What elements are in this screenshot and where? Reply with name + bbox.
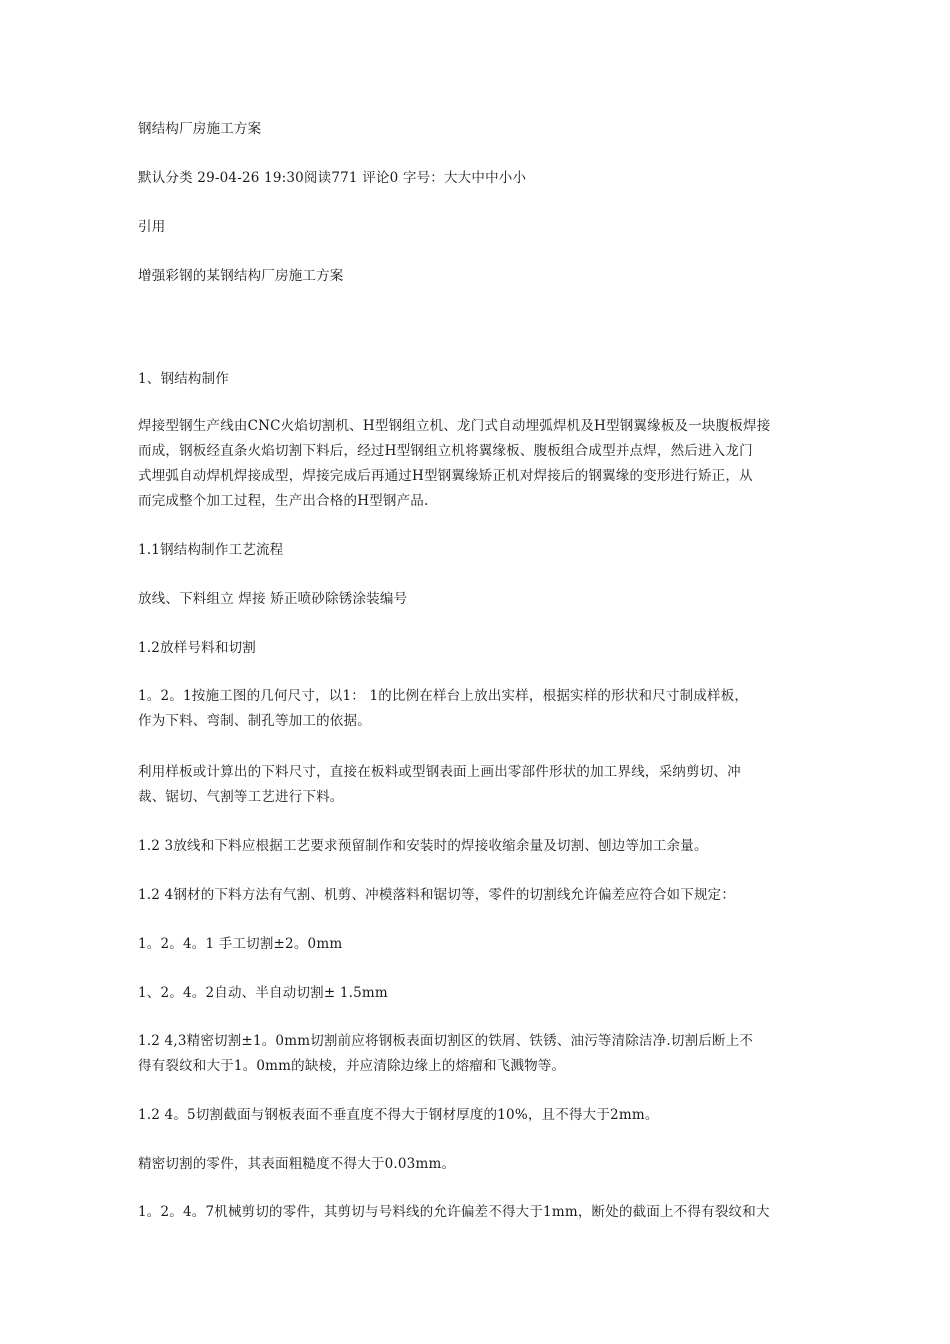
paragraph-1-2-1: 1。2。1按施工图的几何尺寸，以1： 1的比例在样台上放出实样，根据实样的形状和尺寸制成样板， 作为下料、弯制、制孔等加工的依据。 xyxy=(138,688,749,729)
paragraph-1-2-4-2: 1、2。4。2自动、半自动切割± 1.5mm xyxy=(138,985,388,1001)
document-title: 钢结构厂房施工方案 xyxy=(138,121,262,137)
post-meta: 默认分类 29-04-26 19:30阅读771 评论0 字号：大大中中小小 xyxy=(138,170,527,186)
section-heading-1-1: 1.1钢结构制作工艺流程 xyxy=(138,542,284,558)
section-heading-1-2: 1.2放样号料和切割 xyxy=(138,640,256,656)
paragraph-1-2-4-1: 1。2。4。1 手工切割±2。0mm xyxy=(138,936,343,952)
paragraph-1-2-4-7: 1。2。4。7机械剪切的零件，其剪切与号料线的允许偏差不得大于1mm，断处的截面上不得有裂纹和大 xyxy=(138,1204,770,1220)
paragraph-template: 利用样板或计算出的下料尺寸，直接在板料或型钢表面上画出零部件形状的加工界线，采纳剪切、冲 裁、锯切、气割等工艺进行下料。 xyxy=(138,764,741,805)
document-subtitle: 增强彩钢的某钢结构厂房施工方案 xyxy=(138,268,344,284)
process-flow: 放线、下料组立 焊接 矫正喷砂除锈涂装编号 xyxy=(138,591,408,607)
paragraph-1-2-4-5: 1.2 4。5切割截面与钢板表面不垂直度不得大于钢材厚度的10%，且不得大于2mm。 xyxy=(138,1107,659,1123)
section-heading-1: 1、钢结构制作 xyxy=(138,371,229,387)
paragraph-precision: 精密切割的零件，其表面粗糙度不得大于0.03mm。 xyxy=(138,1156,456,1172)
quote-label: 引用 xyxy=(138,219,166,235)
intro-paragraph: 焊接型钢生产线由CNC火焰切割机、H型钢组立机、龙门式自动埋弧焊机及H型钢翼缘板及一块腹板焊接 而成，钢板经直条火焰切割下料后，经过H型钢组立机将翼缘板、腹板组合成型并点焊，然后进入龙门 式埋弧自动焊机焊接成型，焊接完成后再通过H型钢翼缘矫正机对焊接后的钢翼缘的变形进行矫正，从 而完成整个加工过程，生产出合格的H型钢产品. xyxy=(138,418,771,509)
paragraph-1-2-3: 1.2 3放线和下料应根据工艺要求预留制作和安装时的焊接收缩余量及切割、刨边等加工余量。 xyxy=(138,838,708,854)
paragraph-1-2-4: 1.2 4钢材的下料方法有气割、机剪、冲模落料和锯切等，零件的切割线允许偏差应符合如下规定： xyxy=(138,887,736,903)
paragraph-1-2-4-3: 1.2 4,3精密切割±1。0mm切割前应将钢板表面切割区的铁屑、铁锈、油污等清除洁净.切割后断上不 得有裂纹和大于1。0mm的缺棱，并应清除边缘上的熔瘤和飞溅物等。 xyxy=(138,1033,754,1074)
